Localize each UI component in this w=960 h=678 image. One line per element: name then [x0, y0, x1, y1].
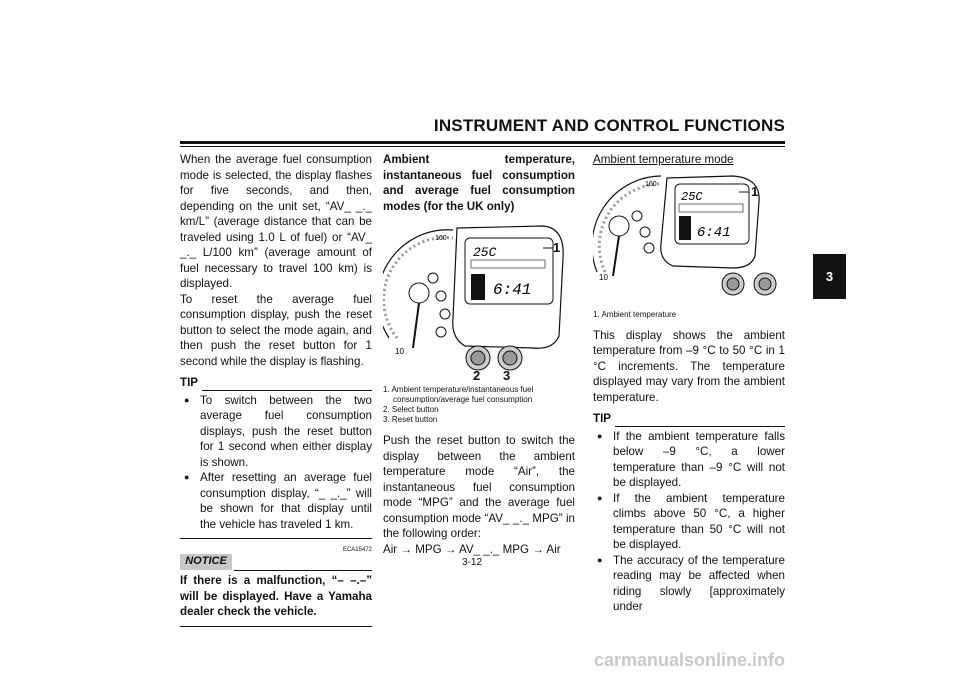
watermark: carmanualsonline.info: [594, 650, 786, 670]
page-number: 3-12: [462, 557, 483, 568]
section-heading: Ambient temperature, instantaneous fuel consumption and average fuel consumption modes (for the UK only): [383, 153, 575, 213]
notice-code: ECA15472: [342, 547, 372, 553]
display-temp: 25C: [681, 189, 703, 204]
page-header: [180, 116, 785, 144]
tip-item: ● If the ambient temperature falls below –9 °C, a lower temperature than –9 °C will not be displayed.: [593, 429, 785, 491]
figure-captions: [593, 310, 785, 320]
column-2: [383, 152, 575, 557]
instrument-figure: [383, 218, 575, 383]
callout-2: 2: [473, 368, 481, 383]
caption: 2. Select button: [383, 405, 439, 414]
svg-text:160: 160: [435, 235, 447, 242]
caption: 1. Ambient temperature: [593, 309, 677, 319]
header-rule: [180, 141, 785, 144]
svg-text:10: 10: [599, 272, 608, 282]
column-1: [180, 152, 372, 627]
tip-item: ● If the ambient temperature climbs above 50 °C, a higher temperature than 50 °C will not be displayed.: [593, 491, 785, 553]
paragraph: When the average fuel consumption mode is selected, the display flashes for five seconds, and then, depending on the unit set, “AV_ _._ km/L” (average distance that can be traveled using 1.0 L of fuel) or “AV_ _._ L/100 km” (average amount of fuel necessary to travel 100 km) is displayed.: [180, 153, 372, 290]
figure-captions: [383, 385, 575, 425]
column-3: [593, 152, 785, 615]
tip-list: [593, 429, 785, 615]
instrument-figure: [593, 172, 785, 300]
tip-item: ● The accuracy of the temperature reading may be affected when riding slowly [approximately under: [593, 553, 785, 615]
caption: 3. Reset button: [383, 415, 438, 424]
callout-1: 1: [553, 240, 561, 255]
tip-item: ● To switch between the two average fuel consumption displays, push the reset button for 1 second when either display is shown.: [180, 393, 372, 471]
notice-badge: NOTICE: [180, 554, 232, 570]
display-clock: 6:41: [697, 224, 731, 241]
notice-header: [180, 543, 372, 573]
callout-3: 3: [503, 368, 511, 383]
tip-list: [180, 393, 372, 533]
chapter-tab: 3: [813, 254, 846, 299]
display-clock: 6:41: [493, 281, 532, 299]
tip-end-rule: [180, 538, 372, 539]
notice-end-rule: [180, 626, 372, 627]
display-temp: 25C: [473, 245, 497, 260]
tip-label: TIP: [593, 412, 612, 425]
page-title: INSTRUMENT AND CONTROL FUNCTIONS: [433, 116, 785, 135]
caption: 1. Ambient temperature/instantaneous fuel consumption/average fuel consumption: [383, 385, 534, 404]
svg-text:10: 10: [395, 347, 404, 356]
tip-header: [180, 375, 372, 391]
tip-item: ● After resetting an average fuel consumption display, “_ _._” will be shown for that display until the vehicle has traveled 1 km.: [180, 470, 372, 532]
instrument-panel-illustration: [383, 218, 575, 383]
svg-text:160: 160: [645, 180, 657, 188]
paragraph: To reset the average fuel consumption display, push the reset button to select the mode again, and then push the reset button for 1 second while the display is flashing.: [180, 292, 372, 368]
paragraph: This display shows the ambient temperature from –9 °C to 50 °C in 1 °C increments. The temperature displayed may vary from the ambient temperature.: [593, 328, 785, 404]
notice-text: If there is a malfunction, “– –.–” will be displayed. Have a Yamaha dealer check the vehicle.: [180, 574, 372, 618]
paragraph: Push the reset button to switch the display between the ambient temperature mode “Air”, the instantaneous fuel consumption mode “MPG” and the average fuel consumption mode “AV_ _._ MPG” in the following order:: [383, 434, 575, 540]
header-rule-thin: [180, 146, 785, 147]
section-heading: Ambient temperature mode: [593, 153, 734, 166]
tip-header: [593, 411, 785, 427]
callout-1: 1: [751, 183, 759, 199]
mode-order: Air → MPG → AV_ _._ MPG → Air: [383, 542, 561, 556]
tip-label: TIP: [180, 376, 199, 389]
